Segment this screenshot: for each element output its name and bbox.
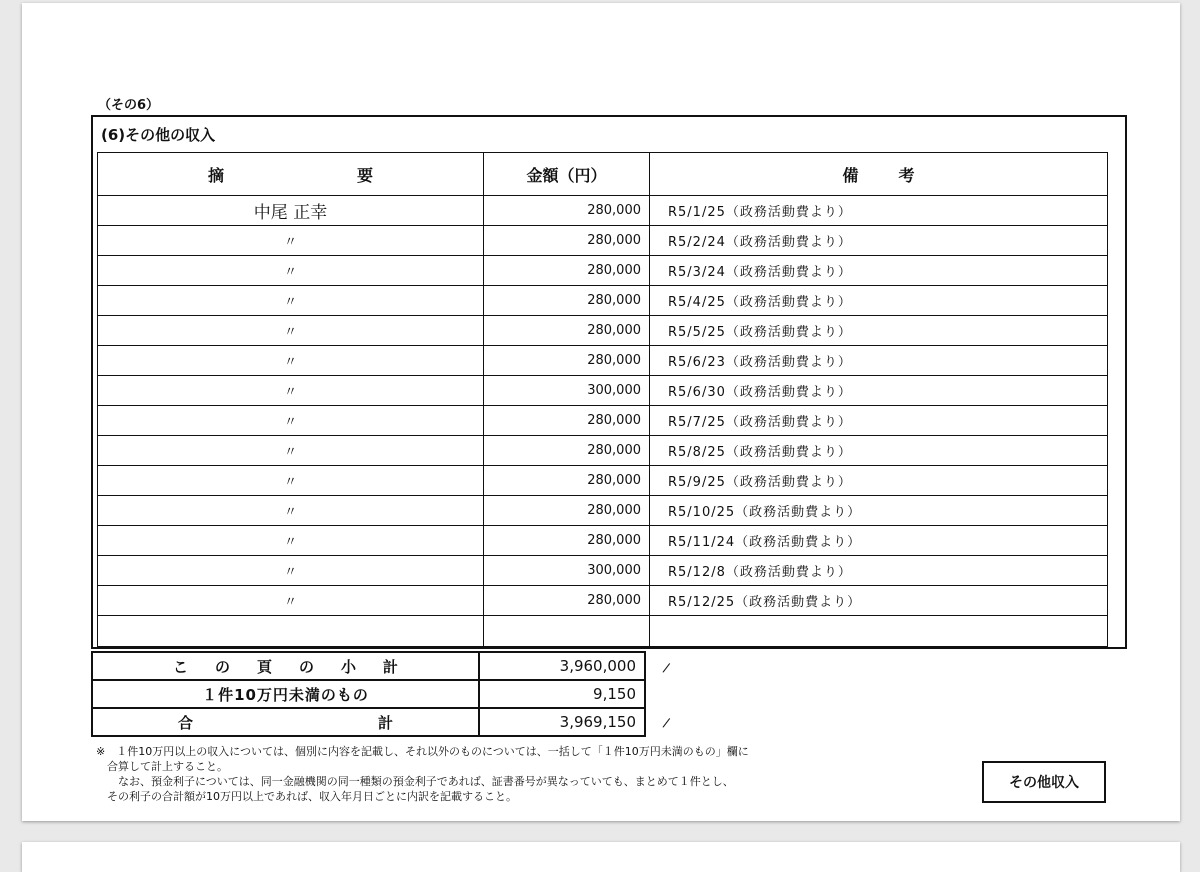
- row-note: R5/8/25（政務活動費より）: [650, 436, 1108, 466]
- subtotal-row: [92, 652, 645, 680]
- row-name: 〃: [98, 556, 484, 586]
- header-row: [98, 153, 1108, 196]
- small-items-row: [92, 680, 645, 708]
- row-name: 〃: [98, 256, 484, 286]
- empty-cell: [484, 616, 650, 647]
- header-summary: 摘 要: [98, 153, 484, 196]
- table-row: [98, 526, 1108, 556]
- table-body: [98, 196, 1108, 647]
- row-amount: 280,000: [484, 316, 650, 346]
- row-amount: 280,000: [484, 466, 650, 496]
- row-note: R5/1/25（政務活動費より）: [650, 196, 1108, 226]
- row-note: R5/12/8（政務活動費より）: [650, 556, 1108, 586]
- row-name: 〃: [98, 466, 484, 496]
- row-amount: 280,000: [484, 586, 650, 616]
- row-name: 中尾 正幸: [98, 196, 484, 226]
- footnote-line: 合算して計上すること。: [96, 760, 228, 773]
- table-row: [98, 346, 1108, 376]
- row-amount: 300,000: [484, 556, 650, 586]
- row-amount: 280,000: [484, 496, 650, 526]
- row-note: R5/5/25（政務活動費より）: [650, 316, 1108, 346]
- row-name: 〃: [98, 526, 484, 556]
- empty-cell: [98, 616, 484, 647]
- subtotal-char: 計: [382, 657, 398, 676]
- footnote-line: ※ １件10万円以上の収入については、個別に内容を記載し、それ以外のものについては、一括して「１件10万円未満のもの」欄に: [96, 745, 749, 758]
- small-items-value: 9,150: [479, 680, 645, 708]
- table-row: [98, 496, 1108, 526]
- footnote-line: なお、預金利子については、同一金融機関の同一種類の預金利子であれば、証書番号が異なっていても、まとめて１件とし、: [96, 775, 734, 788]
- row-note: R5/6/30（政務活動費より）: [650, 376, 1108, 406]
- row-amount: 280,000: [484, 526, 650, 556]
- footnote-line: その利子の合計額が10万円以上であれば、収入年月日ごとに内訳を記載すること。: [96, 790, 517, 803]
- row-amount: 280,000: [484, 406, 650, 436]
- subtotal-value: 3,960,000: [479, 652, 645, 680]
- check-mark: /: [661, 660, 671, 677]
- row-amount: 280,000: [484, 346, 650, 376]
- row-amount: 280,000: [484, 226, 650, 256]
- header-amount: 金額（円）: [484, 153, 650, 196]
- row-note: R5/10/25（政務活動費より）: [650, 496, 1108, 526]
- row-note: R5/11/24（政務活動費より）: [650, 526, 1108, 556]
- row-name: 〃: [98, 316, 484, 346]
- row-note: R5/9/25（政務活動費より）: [650, 466, 1108, 496]
- total-row: [92, 708, 645, 736]
- table-row: [98, 406, 1108, 436]
- table-row: [98, 556, 1108, 586]
- table-row: [98, 286, 1108, 316]
- document-page: [22, 3, 1180, 821]
- summary-table: [91, 651, 646, 737]
- category-badge: その他収入: [982, 761, 1106, 803]
- table-row: [98, 226, 1108, 256]
- table-row: [98, 586, 1108, 616]
- row-amount: 280,000: [484, 256, 650, 286]
- row-note: R5/2/24（政務活動費より）: [650, 226, 1108, 256]
- subtotal-char: こ: [173, 657, 189, 676]
- table-row: [98, 256, 1108, 286]
- table-row: [98, 436, 1108, 466]
- row-note: R5/6/23（政務活動費より）: [650, 346, 1108, 376]
- row-amount: 280,000: [484, 286, 650, 316]
- table-row: [98, 466, 1108, 496]
- table-row: [98, 196, 1108, 226]
- row-name: 〃: [98, 496, 484, 526]
- check-mark: /: [661, 715, 671, 732]
- header-notes: 備 考: [650, 153, 1108, 196]
- subtotal-label: [92, 652, 479, 680]
- table-row: [98, 376, 1108, 406]
- empty-cell: [650, 616, 1108, 647]
- income-table: [97, 152, 1108, 647]
- row-name: 〃: [98, 436, 484, 466]
- row-name: 〃: [98, 376, 484, 406]
- empty-row: [98, 616, 1108, 647]
- row-name: 〃: [98, 406, 484, 436]
- subtotal-char: の: [214, 657, 230, 676]
- subtotal-char: 小: [340, 657, 356, 676]
- footnotes: [96, 744, 916, 804]
- row-amount: 280,000: [484, 196, 650, 226]
- subtotal-char: の: [298, 657, 314, 676]
- row-note: R5/3/24（政務活動費より）: [650, 256, 1108, 286]
- row-note: R5/7/25（政務活動費より）: [650, 406, 1108, 436]
- total-label: 合 計: [92, 708, 479, 736]
- row-amount: 300,000: [484, 376, 650, 406]
- total-value: 3,969,150: [479, 708, 645, 736]
- row-name: 〃: [98, 346, 484, 376]
- row-amount: 280,000: [484, 436, 650, 466]
- income-table-frame: [91, 115, 1127, 649]
- next-page-edge: [22, 842, 1180, 872]
- row-name: 〃: [98, 286, 484, 316]
- table-row: [98, 316, 1108, 346]
- section-label: （その6）: [98, 98, 160, 113]
- small-items-label: １件10万円未満のもの: [92, 680, 479, 708]
- table-title: (6)その他の収入: [101, 126, 216, 144]
- row-name: 〃: [98, 586, 484, 616]
- row-note: R5/12/25（政務活動費より）: [650, 586, 1108, 616]
- row-name: 〃: [98, 226, 484, 256]
- subtotal-char: 頁: [256, 657, 272, 676]
- row-note: R5/4/25（政務活動費より）: [650, 286, 1108, 316]
